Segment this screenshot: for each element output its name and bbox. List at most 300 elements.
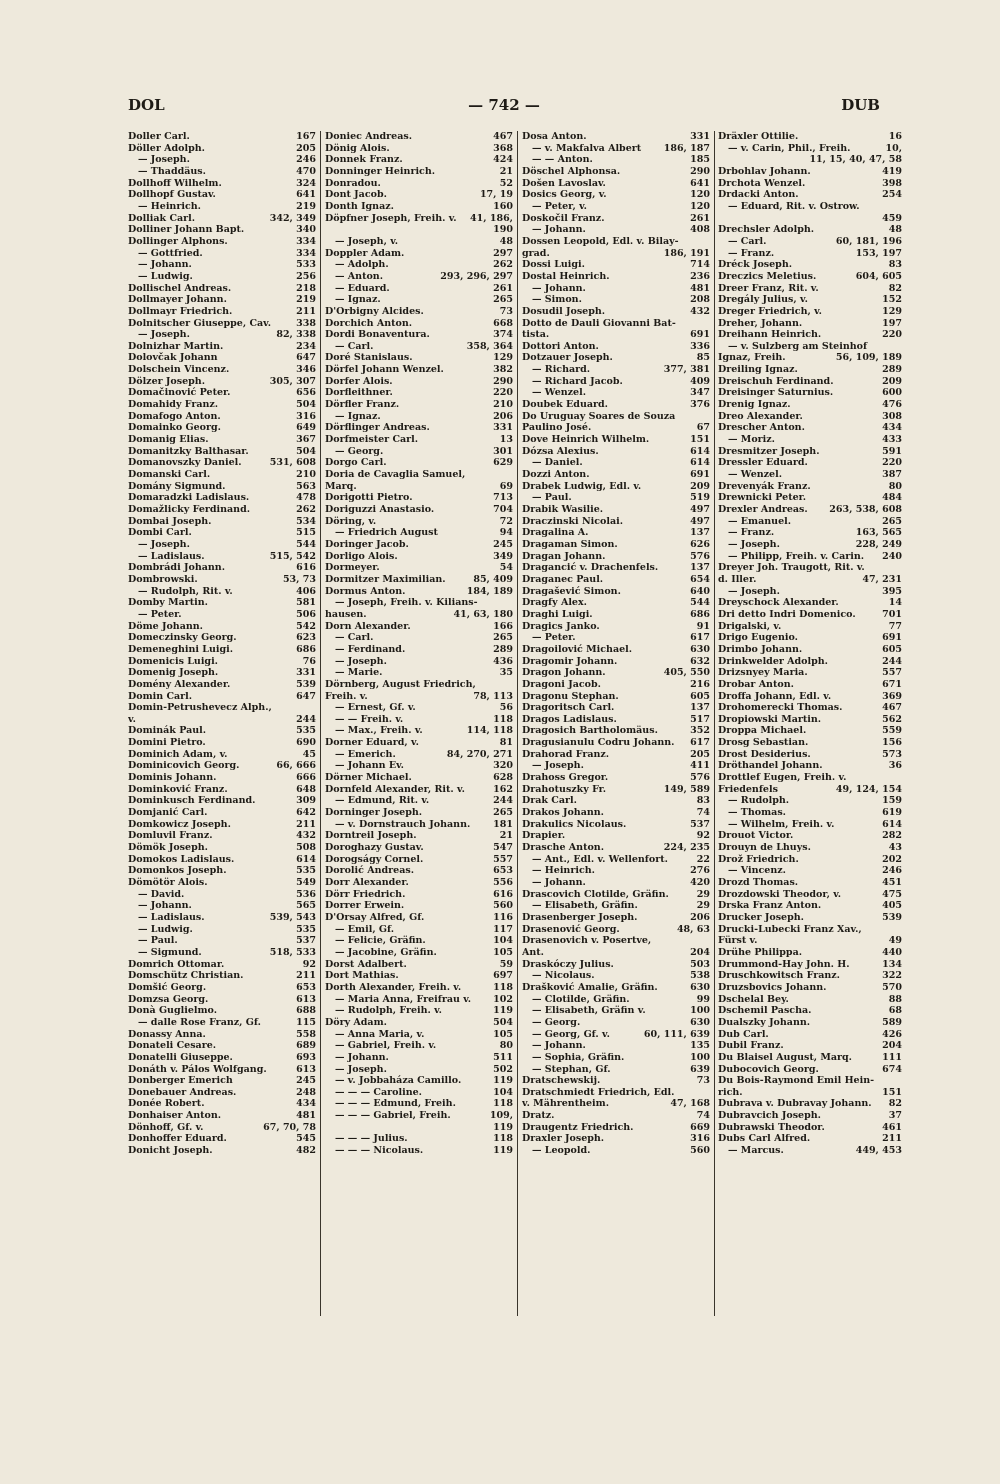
entry-name: Paulino José.	[522, 422, 592, 434]
entry-pages: 72	[499, 515, 513, 527]
entry-pages: 21	[499, 830, 513, 842]
index-entry	[522, 527, 714, 539]
index-entry	[522, 1029, 714, 1041]
index-entry	[128, 842, 320, 854]
entry-name: Domšić Georg.	[128, 981, 207, 993]
index-entry	[522, 551, 714, 563]
entry-name: Döschel Alphonsa.	[522, 165, 621, 177]
entry-name: Doubek Eduard.	[522, 399, 608, 411]
index-entry	[522, 1110, 714, 1122]
entry-name: Draganec Paul.	[522, 573, 604, 585]
entry-pages: 369	[882, 690, 902, 702]
entry-name: Domby Martin.	[128, 597, 208, 609]
entry-pages: 204	[882, 1040, 902, 1052]
entry-name: — Joseph.	[728, 538, 780, 550]
entry-pages: 68	[888, 1005, 902, 1017]
entry-pages: 476	[882, 399, 902, 411]
index-entry	[718, 947, 906, 959]
entry-name: Dorst Adalbert.	[325, 958, 407, 970]
entry-name: Drašković Amalie, Gräfin.	[522, 981, 658, 993]
entry-pages: 544	[296, 538, 316, 550]
entry-pages: 691	[690, 329, 710, 341]
entry-name: — — Freih. v.	[335, 713, 404, 725]
index-entry	[718, 329, 906, 341]
entry-name: — Rudolph, Rit. v.	[138, 585, 233, 597]
entry-name: Drapier.	[522, 830, 566, 842]
entry-name: — Elisabeth, Gräfin v.	[532, 1005, 646, 1017]
entry-name: Dregály Julius, v.	[718, 294, 808, 306]
index-entry	[718, 1133, 906, 1145]
index-entry	[522, 154, 714, 166]
entry-name: Domenig Joseph.	[128, 667, 219, 679]
entry-name: Drizsnyey Maria.	[718, 667, 808, 679]
entry-pages: 614	[296, 853, 316, 865]
entry-name: — Joseph, v.	[335, 235, 399, 247]
entry-name: Dostal Heinrich.	[522, 270, 610, 282]
entry-name: Dorfleithner.	[325, 387, 393, 399]
index-entry	[325, 959, 517, 971]
index-entry	[718, 1122, 906, 1134]
index-entry	[522, 1075, 714, 1087]
index-entry	[128, 737, 320, 749]
entry-name: Domény Alexander.	[128, 678, 231, 690]
entry-pages: 159	[882, 795, 902, 807]
index-entry	[718, 842, 906, 854]
entry-pages: 206	[493, 410, 513, 422]
entry-pages: 653	[493, 865, 513, 877]
entry-pages: 265	[493, 294, 513, 306]
entry-name: — — — Gabriel, Freih.	[335, 1110, 451, 1122]
entry-name: Domenicis Luigi.	[128, 655, 218, 667]
entry-name: Dotto de Dauli Giovanni Bat-	[522, 317, 676, 329]
entry-name: — — — Edmund, Freih.	[335, 1098, 456, 1110]
entry-name: — Vincenz.	[728, 865, 786, 877]
entry-name: Dossen Leopold, Edl. v. Bilay-	[522, 235, 679, 247]
entry-name: Donebauer Andreas.	[128, 1086, 237, 1098]
index-entry	[325, 679, 517, 691]
entry-name: — Ferdinand.	[335, 643, 406, 655]
entry-pages: 640	[690, 585, 710, 597]
entry-name: Dragos Ladislaus.	[522, 713, 617, 725]
entry-pages: 220	[882, 329, 902, 341]
entry-name: Dropiowski Martin.	[718, 713, 822, 725]
index-entry	[128, 492, 320, 504]
index-entry	[718, 259, 906, 271]
index-entry	[522, 143, 714, 155]
entry-pages: 129	[882, 305, 902, 317]
entry-pages: 690	[296, 737, 316, 749]
entry-name: Drevenyák Franz.	[718, 480, 811, 492]
entry-pages: 82, 338	[276, 329, 316, 341]
entry-name: — Elisabeth, Gräfin.	[532, 900, 638, 912]
entry-pages: 69	[499, 480, 513, 492]
entry-name: Dreyschock Alexander.	[718, 597, 839, 609]
entry-name: Donradou.	[325, 177, 381, 189]
index-entry	[718, 924, 906, 936]
index-entry	[128, 1005, 320, 1017]
index-entry	[718, 516, 906, 528]
index-column-2	[325, 131, 518, 1316]
index-entry	[522, 586, 714, 598]
entry-pages: 82	[888, 282, 902, 294]
index-entry	[325, 481, 517, 493]
index-entry	[325, 446, 517, 458]
entry-pages: 13	[499, 434, 513, 446]
entry-pages: 120	[690, 189, 710, 201]
entry-name: Doppler Adam.	[325, 247, 405, 259]
entry-pages: 666	[296, 772, 316, 784]
index-entry	[522, 1005, 714, 1017]
entry-pages: 208	[690, 294, 710, 306]
index-entry	[718, 248, 906, 260]
entry-pages: 149, 589	[663, 783, 710, 795]
entry-pages: 82	[888, 1098, 902, 1110]
index-entry	[325, 516, 517, 528]
entry-name: Dubrava v. Dubravay Johann.	[718, 1098, 872, 1110]
entry-name: — — — Caroline.	[335, 1086, 422, 1098]
entry-name: Drahoss Gregor.	[522, 772, 609, 784]
entry-pages: 308	[882, 410, 902, 422]
index-entry	[718, 131, 906, 143]
entry-pages: 181	[493, 818, 513, 830]
entry-pages: 290	[690, 165, 710, 177]
entry-name: — Wenzel.	[728, 469, 783, 481]
index-entry	[325, 154, 517, 166]
entry-pages: 211	[296, 305, 316, 317]
entry-pages: 202	[882, 853, 902, 865]
index-entry	[128, 271, 320, 283]
entry-pages: 54	[499, 562, 513, 574]
index-entry	[128, 166, 320, 178]
index-entry	[718, 656, 906, 668]
entry-pages: 99	[696, 993, 710, 1005]
entry-pages: 338	[296, 317, 316, 329]
index-entry	[128, 947, 320, 959]
entry-pages: 66, 666	[276, 760, 316, 772]
index-entry	[522, 702, 714, 714]
index-entry	[522, 283, 714, 295]
entry-name: — Carl.	[335, 632, 374, 644]
entry-pages: 219	[296, 200, 316, 212]
entry-name: Drchota Wenzel.	[718, 177, 806, 189]
index-entry	[718, 457, 906, 469]
index-entry	[522, 749, 714, 761]
entry-name: — Ignaz.	[335, 294, 381, 306]
entry-pages: 504	[296, 399, 316, 411]
entry-name: — Friedrich August	[335, 527, 438, 539]
entry-pages: 623	[296, 632, 316, 644]
index-entry	[718, 749, 906, 761]
index-entry	[718, 294, 906, 306]
entry-name: Dorninger Joseph.	[325, 807, 423, 819]
index-entry	[522, 539, 714, 551]
entry-pages: 519	[690, 492, 710, 504]
entry-name: — Eduard.	[335, 282, 390, 294]
index-entry	[718, 341, 906, 353]
entry-pages: 88	[888, 993, 902, 1005]
index-entry	[718, 1017, 906, 1029]
entry-pages: 467	[493, 131, 513, 142]
entry-name: Do Uruguay Soares de Souza	[522, 410, 676, 422]
entry-name: Drahotuszky Fr.	[522, 783, 607, 795]
entry-name: Dömötör Alois.	[128, 877, 208, 888]
index-entry	[128, 527, 320, 539]
entry-name: — Clotilde, Gräfin.	[532, 993, 630, 1005]
entry-pages: 669	[690, 1121, 710, 1133]
index-entry	[128, 341, 320, 353]
entry-name: Donhoffer Eduard.	[128, 1133, 227, 1145]
index-entry	[718, 737, 906, 749]
entry-name: — Edmund, Rit. v.	[335, 795, 430, 807]
entry-pages: 697	[493, 970, 513, 982]
entry-name: — Emil, Gf.	[335, 923, 395, 935]
entry-name: Dréck Joseph.	[718, 259, 793, 271]
index-entry	[325, 970, 517, 982]
entry-name: Dolschein Vincenz.	[128, 364, 230, 376]
entry-name: — Paul.	[532, 492, 572, 504]
entry-pages: 535	[296, 923, 316, 935]
entry-name: Dreer Franz, Rit. v.	[718, 282, 819, 294]
entry-pages: 701	[882, 608, 902, 620]
entry-name: Döme Johann.	[128, 620, 203, 632]
entry-pages: 118	[493, 1133, 513, 1145]
index-entry	[522, 644, 714, 656]
index-entry	[522, 982, 714, 994]
entry-pages: 358, 364	[466, 340, 513, 352]
entry-name: Drozdowski Theodor, v.	[718, 888, 842, 900]
entry-name: Donth Ignaz.	[325, 200, 394, 212]
entry-pages: 639	[690, 1063, 710, 1075]
index-entry	[128, 854, 320, 866]
entry-pages: 116	[493, 911, 513, 923]
index-entry	[128, 749, 320, 761]
entry-name: Draskóczy Julius.	[522, 958, 614, 970]
index-entry	[325, 691, 517, 703]
index-entry	[522, 784, 714, 796]
entry-name: Druzsbovics Johann.	[718, 981, 827, 993]
entry-name: Dombrowski.	[128, 573, 198, 585]
entry-pages: 630	[690, 981, 710, 993]
entry-name: Dörr Friedrich.	[325, 888, 406, 900]
index-entry	[718, 1087, 906, 1099]
entry-pages: 539, 543	[269, 911, 316, 923]
entry-name: Donà Guglielmo.	[128, 1005, 218, 1017]
entry-pages: 254	[882, 189, 902, 201]
entry-name: Drexler Andreas.	[718, 504, 808, 515]
entry-pages: 544	[690, 597, 710, 609]
entry-pages: 605	[690, 690, 710, 702]
index-entry	[718, 364, 906, 376]
entry-pages: 73	[499, 305, 513, 317]
index-entry	[325, 1122, 517, 1134]
entry-name: Dreczics Meletius.	[718, 270, 817, 282]
entry-pages: 629	[493, 457, 513, 469]
index-entry	[325, 457, 517, 469]
entry-pages: 263, 538, 608	[829, 504, 902, 515]
index-entry	[718, 236, 906, 248]
entry-pages: 224, 235	[663, 842, 710, 854]
index-entry	[718, 1040, 906, 1052]
index-entry	[718, 935, 906, 947]
index-entry	[522, 889, 714, 901]
entry-name: Dollmayer Johann.	[128, 294, 227, 306]
entry-pages: 432	[690, 305, 710, 317]
index-entry	[128, 597, 320, 609]
index-entry	[325, 586, 517, 598]
index-entry	[325, 166, 517, 178]
entry-pages: 475	[882, 888, 902, 900]
entry-name: Dratz.	[522, 1110, 555, 1122]
index-entry	[522, 609, 714, 621]
index-entry	[325, 259, 517, 271]
index-entry	[325, 994, 517, 1006]
index-entry	[522, 854, 714, 866]
index-entry	[718, 854, 906, 866]
index-entry	[128, 504, 320, 516]
entry-name: — Georg, Gf. v.	[532, 1028, 610, 1040]
index-entry	[128, 784, 320, 796]
entry-name: — Johann.	[532, 282, 586, 294]
entry-pages: 78, 113	[473, 690, 513, 702]
entry-pages: 628	[493, 772, 513, 784]
index-entry	[325, 667, 517, 679]
entry-name: Freih. v.	[325, 690, 368, 702]
index-entry	[128, 283, 320, 295]
entry-pages: 395	[882, 585, 902, 597]
entry-name: Dombrádi Johann.	[128, 562, 226, 574]
index-entry	[522, 329, 714, 341]
index-entry	[325, 306, 517, 318]
entry-name: Donatelli Giuseppe.	[128, 1051, 233, 1063]
index-entry	[522, 352, 714, 364]
index-entry	[718, 784, 906, 796]
entry-pages: 436	[493, 655, 513, 667]
entry-pages: 137	[690, 702, 710, 714]
entry-name: D'Orsay Alfred, Gf.	[325, 911, 425, 923]
entry-pages: 642	[296, 807, 316, 819]
entry-name: d. Iller.	[718, 573, 757, 585]
entry-pages: 11, 15, 40, 47, 58	[809, 154, 902, 166]
entry-name: — — Anton.	[532, 154, 593, 166]
entry-name: Donhaiser Anton.	[128, 1110, 222, 1122]
index-entry	[325, 784, 517, 796]
entry-pages: 92	[302, 958, 316, 970]
index-entry	[718, 143, 906, 155]
index-entry	[325, 1145, 517, 1157]
entry-name: — v. Dornstrauch Johann.	[335, 818, 471, 830]
entry-pages: 210	[493, 399, 513, 411]
entry-pages: 166	[493, 620, 513, 632]
entry-pages: 60, 181, 196	[835, 235, 902, 247]
entry-pages: 691	[882, 632, 902, 644]
entry-name: Dschemil Pascha.	[718, 1005, 812, 1017]
index-entry	[325, 283, 517, 295]
entry-pages: 156	[882, 737, 902, 749]
index-entry	[325, 725, 517, 737]
entry-pages: 245	[296, 1075, 316, 1087]
index-entry	[522, 166, 714, 178]
entry-pages: 29	[696, 900, 710, 912]
entry-name: Doriguzzi Anastasio.	[325, 504, 435, 515]
entry-name: Domahidy Franz.	[128, 399, 219, 411]
entry-name: Dormus Anton.	[325, 585, 406, 597]
index-entry	[128, 1040, 320, 1052]
entry-pages: 76	[302, 655, 316, 667]
entry-name: — Gottfried.	[138, 247, 203, 259]
entry-name: Donicht Joseph.	[128, 1145, 213, 1157]
entry-name: Donassy Anna.	[128, 1028, 206, 1040]
entry-name: Dragaman Simon.	[522, 538, 618, 550]
index-entry	[718, 772, 906, 784]
entry-name: Drimbo Johann.	[718, 643, 803, 655]
index-entry	[128, 481, 320, 493]
entry-name: — Ant., Edl. v. Wellenfort.	[532, 853, 668, 865]
entry-pages: 346	[296, 364, 316, 376]
entry-name: Doringer Jacob.	[325, 538, 409, 550]
index-entry	[522, 1040, 714, 1052]
entry-name: — Heinrich.	[532, 865, 595, 877]
index-entry	[325, 842, 517, 854]
index-column-3	[522, 131, 715, 1316]
entry-name: — Emanuel.	[728, 515, 792, 527]
entry-name: Drohomerecki Thomas.	[718, 702, 843, 714]
entry-pages: 562	[882, 713, 902, 725]
entry-pages: 56, 109, 189	[835, 352, 902, 364]
index-entry	[128, 656, 320, 668]
entry-name: Doniec Andreas.	[325, 131, 413, 142]
entry-name: — Johann.	[138, 900, 192, 912]
entry-name: — Georg.	[532, 1016, 581, 1028]
entry-pages: 190	[493, 224, 513, 236]
entry-name: Dollischel Andreas.	[128, 282, 232, 294]
entry-name: — Felicie, Gräfin.	[335, 935, 426, 947]
entry-pages: 47, 168	[670, 1098, 710, 1110]
entry-pages: 41, 186,	[470, 212, 513, 224]
entry-name: Dragašević Simon.	[522, 585, 621, 597]
entry-name: Druschkowitsch Franz.	[718, 970, 840, 982]
index-entry	[325, 352, 517, 364]
entry-pages: 120	[690, 200, 710, 212]
index-entry	[128, 306, 320, 318]
entry-name: Drakulics Nicolaus.	[522, 818, 627, 830]
index-entry	[718, 970, 906, 982]
index-entry	[522, 189, 714, 201]
index-entry	[128, 982, 320, 994]
entry-name: Dorn Alexander.	[325, 620, 411, 632]
index-entry	[325, 574, 517, 586]
entry-name: Domažlicky Ferdinand.	[128, 504, 251, 515]
entry-name: Drenig Ignaz.	[718, 399, 791, 411]
entry-name: Dordi Bonaventura.	[325, 329, 430, 341]
entry-name: Domzsa Georg.	[128, 993, 209, 1005]
entry-pages: 559	[882, 725, 902, 737]
index-entry	[325, 1017, 517, 1029]
entry-pages: 94	[499, 527, 513, 539]
entry-pages: 105	[493, 1028, 513, 1040]
entry-name: Drdacki Anton.	[718, 189, 799, 201]
index-entry	[128, 900, 320, 912]
index-entry	[522, 1122, 714, 1134]
entry-pages: 104	[493, 935, 513, 947]
index-entry	[522, 469, 714, 481]
index-entry	[718, 189, 906, 201]
entry-pages: 504	[493, 1016, 513, 1028]
index-entry	[522, 597, 714, 609]
entry-pages: 43	[888, 842, 902, 854]
index-entry	[522, 1133, 714, 1145]
index-entry	[718, 283, 906, 295]
entry-pages: 186, 187	[663, 142, 710, 154]
